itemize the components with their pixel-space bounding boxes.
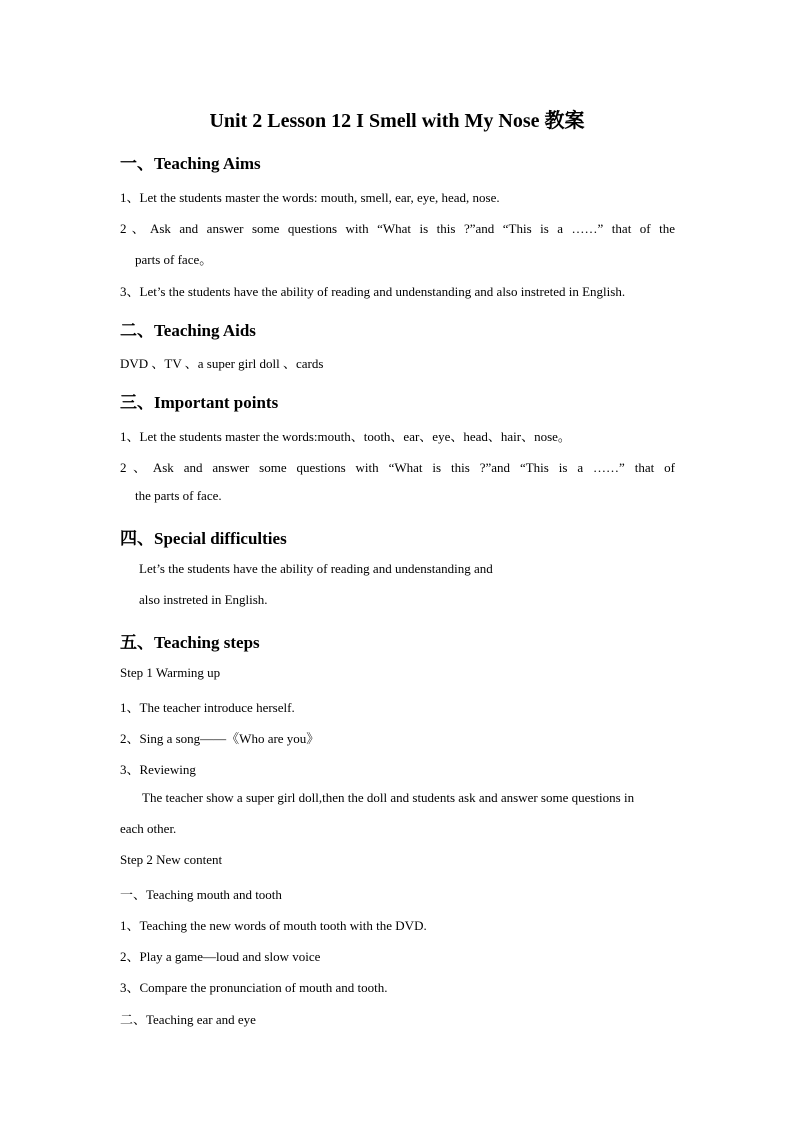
step-2-sub-2: 二、Teaching ear and eye bbox=[120, 1012, 256, 1027]
teaching-steps-heading: 五、Teaching steps bbox=[120, 633, 260, 652]
step-2-sub-1-item-3: 3、Compare the pronunciation of mouth and tooth. bbox=[120, 980, 388, 995]
step-1-item-3-text-cont: each other. bbox=[120, 821, 177, 836]
step-1-item-3-text: The teacher show a super girl doll,then the doll and students ask and answer some questions in bbox=[142, 790, 635, 805]
step-2-sub-1-item-2: 2、Play a game—loud and slow voice bbox=[120, 949, 321, 964]
aims-item-2-cont: parts of face。 bbox=[135, 252, 213, 267]
teaching-aims-heading: 一、Teaching Aims bbox=[120, 154, 261, 173]
difficulties-line-1: Let’s the students have the ability of reading and undenstanding and bbox=[139, 561, 493, 576]
step-2-label: Step 2 New content bbox=[120, 852, 223, 867]
step-2-sub-1: 一、Teaching mouth and tooth bbox=[120, 887, 282, 902]
aims-item-2: 2、Ask and answer some questions with “What is this ?”and “This is a ……” that of the bbox=[120, 221, 675, 236]
aids-text: DVD 、TV 、a super girl doll 、cards bbox=[120, 356, 324, 371]
document-title: Unit 2 Lesson 12 I Smell with My Nose 教案 bbox=[209, 110, 585, 132]
aims-item-3: 3、Let’s the students have the ability of reading and undenstanding and also instreted in English. bbox=[120, 284, 626, 299]
step-1-label: Step 1 Warming up bbox=[120, 665, 221, 680]
aims-item-1: 1、Let the students master the words: mouth, smell, ear, eye, head, nose. bbox=[120, 190, 500, 205]
special-difficulties-heading: 四、Special difficulties bbox=[120, 529, 287, 548]
step-1-item-2: 2、Sing a song——《Who are you》 bbox=[120, 731, 320, 746]
points-item-2: 2、Ask and answer some questions with “What is this ?”and “This is a ……” that of bbox=[120, 460, 675, 475]
important-points-heading: 三、Important points bbox=[120, 393, 279, 412]
step-2-sub-1-item-1: 1、Teaching the new words of mouth tooth with the DVD. bbox=[120, 918, 427, 933]
step-1-item-3: 3、Reviewing bbox=[120, 762, 196, 777]
points-item-2-cont: the parts of face. bbox=[135, 488, 222, 503]
points-item-1: 1、Let the students master the words:mouth、tooth、ear、eye、head、hair、nose。 bbox=[120, 429, 571, 444]
teaching-aids-heading: 二、Teaching Aids bbox=[120, 321, 256, 340]
difficulties-line-2: also instreted in English. bbox=[139, 592, 268, 607]
step-1-item-1: 1、The teacher introduce herself. bbox=[120, 700, 295, 715]
